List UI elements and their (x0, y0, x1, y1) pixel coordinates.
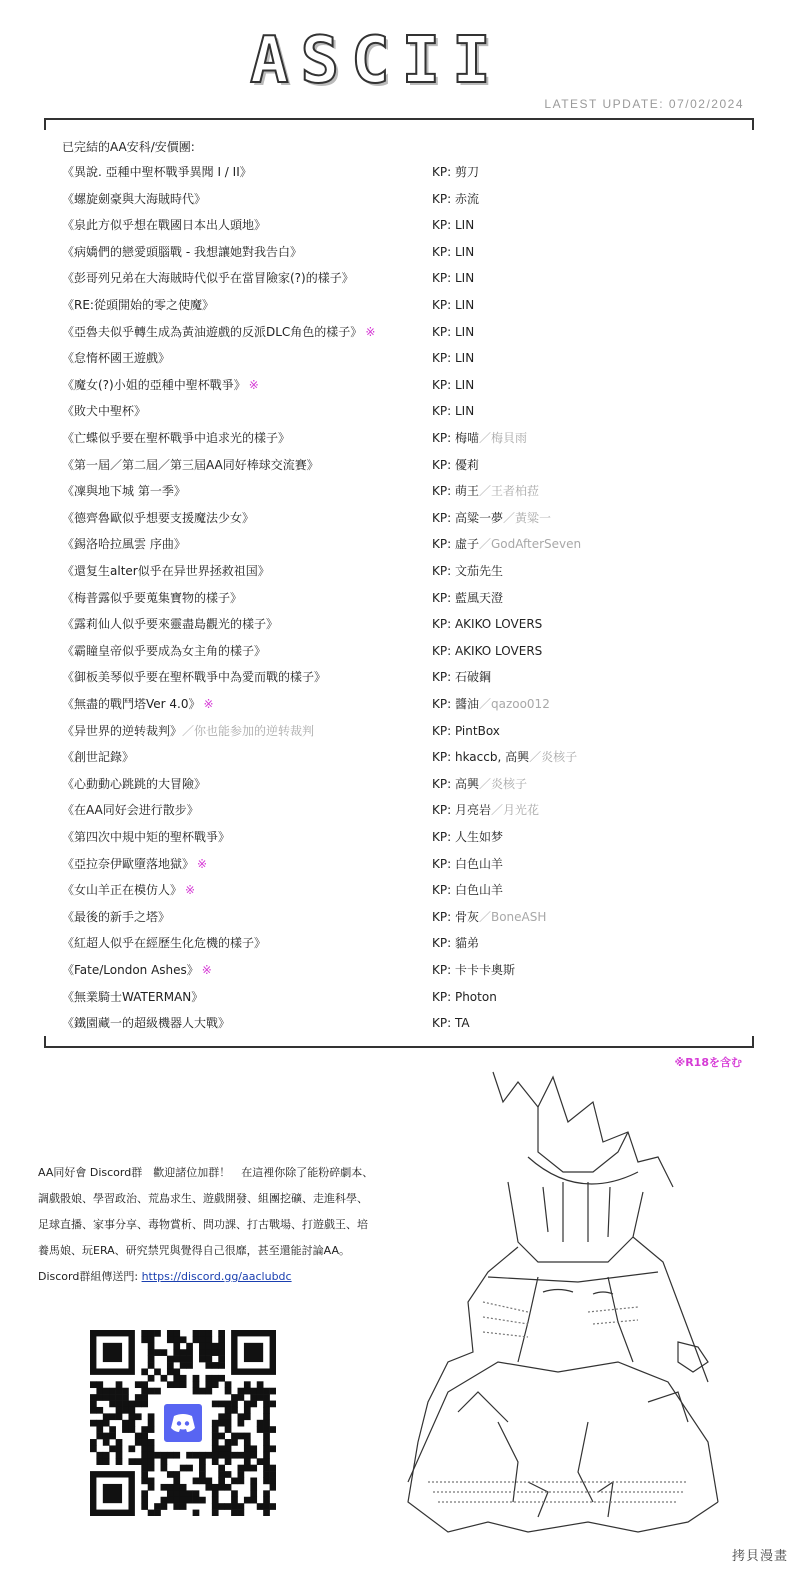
story-title (62, 1013, 230, 1033)
story-kp-text: KP: 醬油 (432, 697, 479, 711)
story-kp-text: KP: hkaccb, 高興 (432, 750, 530, 765)
story-kp (432, 694, 550, 714)
story-kp (432, 322, 474, 342)
story-kp-text: KP: LIN (432, 271, 475, 286)
story-row (62, 667, 742, 687)
story-kp-text: KP: LIN (432, 218, 475, 233)
discord-description (38, 1160, 378, 1290)
story-title (62, 694, 214, 714)
story-kp-text: KP: Photon (432, 989, 497, 1004)
story-title (62, 322, 375, 342)
story-kp (432, 268, 474, 288)
story-title-text: 《最後的新手之塔》 (62, 909, 171, 924)
story-title (62, 508, 254, 528)
story-kp (432, 348, 474, 368)
story-kp-text: KP: LIN (432, 351, 475, 366)
story-title-text: 《異說. 亞種中聖杯戰爭異聞 I / II》 (62, 165, 252, 179)
discord-qr-code[interactable] (90, 1330, 276, 1516)
story-kp-text: KP: LIN (432, 298, 475, 312)
story-row (62, 880, 742, 900)
story-kp (432, 960, 515, 980)
story-title (62, 534, 186, 554)
story-row (62, 774, 742, 794)
story-title (62, 401, 146, 421)
story-title (62, 242, 302, 262)
story-row (62, 800, 742, 820)
story-title (62, 481, 186, 501)
story-kp-text: KP: 剪刀 (432, 165, 479, 179)
story-title-text: 《還复生alter似乎在异世界拯救祖国》 (62, 564, 270, 578)
story-row (62, 295, 742, 315)
story-title (62, 268, 354, 288)
story-title (62, 588, 242, 608)
ascii-logo: ASCII (250, 24, 503, 98)
r18-note: ※R18を含む (674, 1056, 742, 1069)
story-kp-text: KP: AKIKO LOVERS (432, 643, 543, 658)
story-title (62, 295, 214, 315)
story-row (62, 481, 742, 501)
story-row (62, 189, 742, 209)
watermark: 拷貝漫畫 (731, 1549, 788, 1564)
story-row (62, 455, 742, 475)
latest-update-text: LATEST UPDATE: 07/02/2024 (544, 97, 744, 111)
story-kp (432, 189, 479, 209)
story-title-text: 《創世記錄》 (62, 750, 135, 765)
r18-mark: ※ (197, 856, 208, 871)
story-row (62, 641, 742, 661)
story-title (62, 933, 266, 953)
story-title (62, 721, 314, 741)
ascii-art-illustration (388, 1062, 728, 1542)
story-kp-text: KP: 高粱一夢 (432, 510, 503, 525)
story-row (62, 348, 742, 368)
story-row (62, 987, 742, 1007)
story-kp (432, 854, 503, 874)
story-kp (432, 907, 546, 927)
story-title (62, 987, 203, 1007)
story-title (62, 907, 170, 927)
story-title (62, 614, 278, 634)
story-row (62, 322, 742, 342)
story-kp (432, 800, 539, 820)
story-row (62, 960, 742, 980)
r18-mark: ※ (185, 883, 196, 898)
story-title-text: 《亡蝶似乎要在聖杯戰爭中追求光的樣子》 (62, 431, 291, 445)
r18-mark: ※ (248, 377, 259, 392)
story-title-alt: ／你也能参加的逆转裁判 (182, 723, 315, 738)
story-kp-alt: ／BoneASH (478, 909, 547, 924)
story-kp (432, 375, 474, 395)
story-kp-text: KP: 藍風天澄 (432, 590, 503, 605)
story-title-text: 《御板美琴似乎要在聖杯戰爭中為愛而戰的樣子》 (62, 670, 327, 685)
story-kp (432, 588, 503, 608)
story-row (62, 242, 742, 262)
story-kp-text: KP: 貓弟 (432, 936, 479, 951)
story-kp (432, 774, 527, 794)
story-row (62, 588, 742, 608)
story-title-text: 《怠惰杯國王遊戲》 (62, 351, 171, 366)
story-title (62, 667, 326, 687)
story-row (62, 933, 742, 953)
story-title (62, 162, 252, 182)
discord-link-line (38, 1264, 378, 1290)
story-title-text: 《心動動心跳跳的大冒險》 (62, 776, 207, 791)
story-kp (432, 295, 474, 315)
story-kp-alt: ／炎核子 (478, 776, 527, 791)
story-title (62, 641, 266, 661)
story-row (62, 854, 742, 874)
story-title (62, 348, 170, 368)
story-row (62, 375, 742, 395)
story-title-text: 《泉此方似乎想在戰國日本出人頭地》 (62, 218, 267, 233)
story-title (62, 189, 206, 209)
story-row (62, 268, 742, 288)
story-kp (432, 641, 542, 661)
list-heading: 已完結的AA安科/安價團: (62, 140, 195, 154)
story-title (62, 455, 319, 475)
story-title (62, 375, 259, 395)
story-row (62, 907, 742, 927)
story-kp-text: KP: AKIKO LOVERS (432, 617, 543, 632)
story-title-text: 《紅超人似乎在經歷生化危機的樣子》 (62, 936, 267, 951)
story-kp (432, 162, 479, 182)
story-title-text: 《螺旋劍豪與大海賊時代》 (62, 191, 207, 206)
story-kp-text: KP: 人生如梦 (432, 830, 503, 844)
story-title-text: 《Fate/London Ashes》 (62, 963, 199, 977)
story-kp-text: KP: 高興 (432, 776, 479, 791)
story-kp-text: KP: 赤流 (432, 191, 479, 206)
story-title (62, 880, 195, 900)
story-row (62, 614, 742, 634)
story-kp-text: KP: LIN (432, 404, 475, 419)
story-title-text: 《女山羊正在模仿人》 (62, 883, 183, 898)
story-kp-text: KP: 白色山羊 (432, 883, 503, 898)
story-kp (432, 933, 479, 953)
story-kp (432, 215, 474, 235)
r18-mark: ※ (203, 697, 214, 711)
discord-link-label: Discord群組傳送門: (38, 1270, 139, 1283)
story-kp (432, 428, 527, 448)
story-kp (432, 880, 503, 900)
story-title (62, 800, 199, 820)
story-kp-text: KP: 梅喵 (432, 431, 479, 445)
story-kp-text: KP: 白色山羊 (432, 856, 503, 871)
story-title-text: 《第四次中規中矩的聖杯戰爭》 (62, 830, 231, 844)
story-title (62, 960, 212, 980)
story-kp-alt: ／王者柏菈 (478, 484, 539, 499)
story-row (62, 215, 742, 235)
story-title-text: 《在AA同好会进行散步》 (62, 803, 199, 818)
story-kp-text: KP: 卡卡卡奧斯 (432, 963, 515, 977)
story-kp-text: KP: LIN (432, 244, 475, 259)
story-kp (432, 1013, 470, 1033)
story-kp (432, 481, 539, 501)
story-kp (432, 242, 474, 262)
story-row (62, 508, 742, 528)
story-title-text: 《敗犬中聖杯》 (62, 404, 147, 419)
story-title-text: 《梅普露似乎要蒐集寶物的樣子》 (62, 590, 243, 605)
story-title-text: 《亞拉奈伊歐墮落地獄》 (62, 856, 195, 871)
story-kp-text: KP: PintBox (432, 723, 500, 738)
frame-corner (44, 1036, 46, 1046)
story-kp-text: KP: LIN (432, 377, 475, 392)
story-title-text: 《德齊魯歐似乎想要支援魔法少女》 (62, 510, 255, 525)
story-title-text: 《彭哥列兄弟在大海賊時代似乎在當冒險家(?)的樣子》 (62, 271, 354, 286)
story-row (62, 401, 742, 421)
story-kp-text: KP: 月亮岩 (432, 803, 491, 818)
story-title (62, 428, 290, 448)
story-kp-alt: ／黃粱一 (502, 510, 551, 525)
discord-icon (161, 1401, 205, 1445)
story-kp-alt: ／GodAfterSeven (478, 537, 582, 552)
r18-mark: ※ (365, 324, 376, 339)
story-title (62, 854, 207, 874)
story-row (62, 694, 742, 714)
story-title-text: 《鐵園藏一的超級機器人大戰》 (62, 1016, 231, 1031)
story-title-text: 《霸瞳皇帝似乎要成為女主角的樣子》 (62, 643, 267, 658)
story-row (62, 1013, 742, 1033)
story-row (62, 747, 742, 767)
story-kp-text: KP: LIN (432, 324, 475, 339)
story-title (62, 561, 270, 581)
story-title-text: 《無盡的戰鬥塔Ver 4.0》 (62, 697, 201, 711)
story-title-text: 《無業騎士WATERMAN》 (62, 989, 204, 1004)
story-kp-alt: ／梅貝雨 (478, 431, 527, 445)
story-kp-alt: ／qazoo012 (478, 697, 550, 711)
story-title-text: 《异世界的逆转裁判》 (62, 723, 183, 738)
story-row (62, 428, 742, 448)
story-row (62, 561, 742, 581)
story-kp-text: KP: 骨灰 (432, 909, 479, 924)
story-kp-text: KP: TA (432, 1016, 470, 1031)
story-kp-alt: ／炎核子 (529, 750, 578, 765)
story-title (62, 827, 230, 847)
story-kp (432, 721, 500, 741)
story-title (62, 774, 206, 794)
story-row (62, 162, 742, 182)
story-kp (432, 667, 491, 687)
story-title-text: 《RE:從頭開始的零之使魔》 (62, 298, 214, 312)
story-kp-text: KP: 優莉 (432, 457, 479, 472)
story-title-text: 《錫洛哈拉風雲 序曲》 (62, 537, 186, 552)
story-title (62, 215, 266, 235)
story-kp (432, 508, 551, 528)
r18-mark: ※ (201, 963, 212, 977)
story-title-text: 《病嬌們的戀愛頭腦戰 - 我想讓她對我告白》 (62, 244, 302, 259)
story-title (62, 747, 134, 767)
story-kp-text: KP: 石破鋼 (432, 670, 491, 685)
story-row (62, 534, 742, 554)
story-kp (432, 747, 577, 767)
story-kp (432, 614, 542, 634)
story-title-text: 《第一屆／第二屆／第三屆AA同好棒球交流賽》 (62, 457, 319, 472)
story-kp (432, 561, 503, 581)
story-kp (432, 987, 497, 1007)
story-title-text: 《露莉仙人似乎要來靈盡島觀光的樣子》 (62, 617, 279, 632)
story-kp (432, 534, 581, 554)
story-kp-alt: ／月光花 (490, 803, 539, 818)
story-kp-text: KP: 虛子 (432, 537, 479, 552)
story-kp-text: KP: 萌王 (432, 484, 479, 499)
story-title-text: 《魔女(?)小姐的亞種中聖杯戰爭》 (62, 377, 246, 392)
story-row (62, 827, 742, 847)
story-title-text: 《亞魯夫似乎轉生成為黃油遊戲的反派DLC角色的樣子》 (62, 324, 363, 339)
story-kp (432, 401, 474, 421)
story-kp (432, 827, 503, 847)
discord-invite-link[interactable]: https://discord.gg/aaclubdc (141, 1270, 292, 1283)
story-title-text: 《凜與地下城 第一季》 (62, 484, 186, 499)
story-kp-text: KP: 文茄先生 (432, 564, 503, 578)
discord-paragraph: AA同好會 Discord群 歡迎諸位加群！ 在這裡你除了能粉碎劇本、調戲骰娘、學習政治、荒島求生、遊戲開發、組團挖礦、走進科學、足球直播、家事分享、毒物賞析、問功課、打古戰場、打遊戲王、培養馬娘、玩ERA、研究禁咒與覺得自己很靡，甚至還能討論AA。 (38, 1166, 374, 1257)
story-row (62, 721, 742, 741)
frame-corner (752, 1036, 754, 1046)
story-kp (432, 455, 479, 475)
